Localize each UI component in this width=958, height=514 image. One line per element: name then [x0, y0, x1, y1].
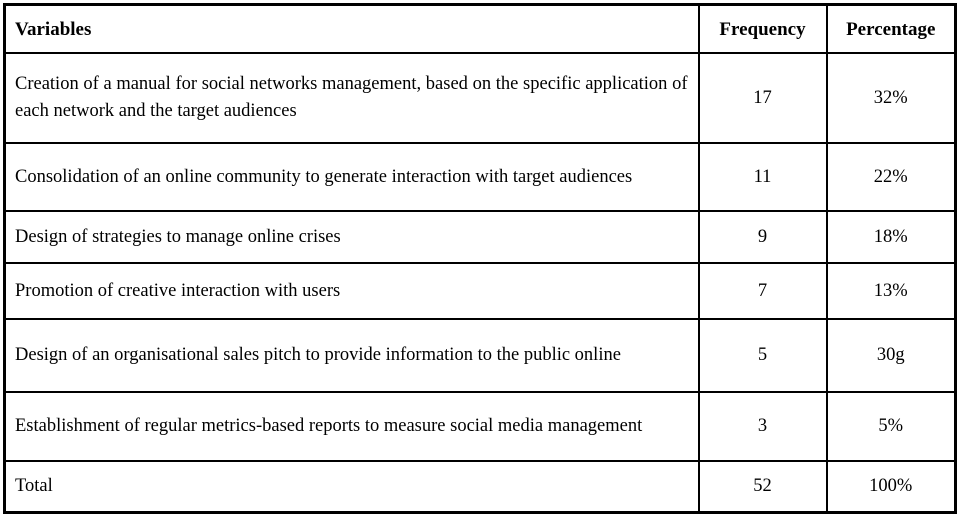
percentage-cell: 13% [827, 263, 956, 319]
total-label-cell: Total [5, 461, 699, 513]
percentage-cell: 32% [827, 53, 956, 143]
table-row [5, 319, 956, 392]
variable-cell: Creation of a manual for social networks management, based on the specific application of each network and the target audiences [5, 53, 699, 143]
table-row [5, 53, 956, 143]
total-percentage-cell: 100% [827, 461, 956, 513]
frequency-cell: 11 [699, 143, 827, 211]
header-variables: Variables [5, 5, 699, 54]
percentage-cell: 18% [827, 211, 956, 263]
header-percentage: Percentage [827, 5, 956, 54]
frequency-cell: 5 [699, 319, 827, 392]
total-row [5, 461, 956, 513]
table-row [5, 263, 956, 319]
variable-cell: Design of strategies to manage online crises [5, 211, 699, 263]
frequency-percentage-table [3, 3, 957, 514]
variable-cell: Establishment of regular metrics-based reports to measure social media management [5, 392, 699, 461]
variable-cell: Design of an organisational sales pitch to provide information to the public online [5, 319, 699, 392]
frequency-cell: 7 [699, 263, 827, 319]
frequency-cell: 3 [699, 392, 827, 461]
frequency-cell: 17 [699, 53, 827, 143]
header-row [5, 5, 956, 54]
percentage-cell: 5% [827, 392, 956, 461]
frequency-cell: 9 [699, 211, 827, 263]
header-frequency: Frequency [699, 5, 827, 54]
variable-cell: Promotion of creative interaction with users [5, 263, 699, 319]
table-row [5, 211, 956, 263]
total-frequency-cell: 52 [699, 461, 827, 513]
table-row [5, 392, 956, 461]
percentage-cell: 22% [827, 143, 956, 211]
percentage-cell: 30g [827, 319, 956, 392]
variable-cell: Consolidation of an online community to generate interaction with target audiences [5, 143, 699, 211]
table-row [5, 143, 956, 211]
